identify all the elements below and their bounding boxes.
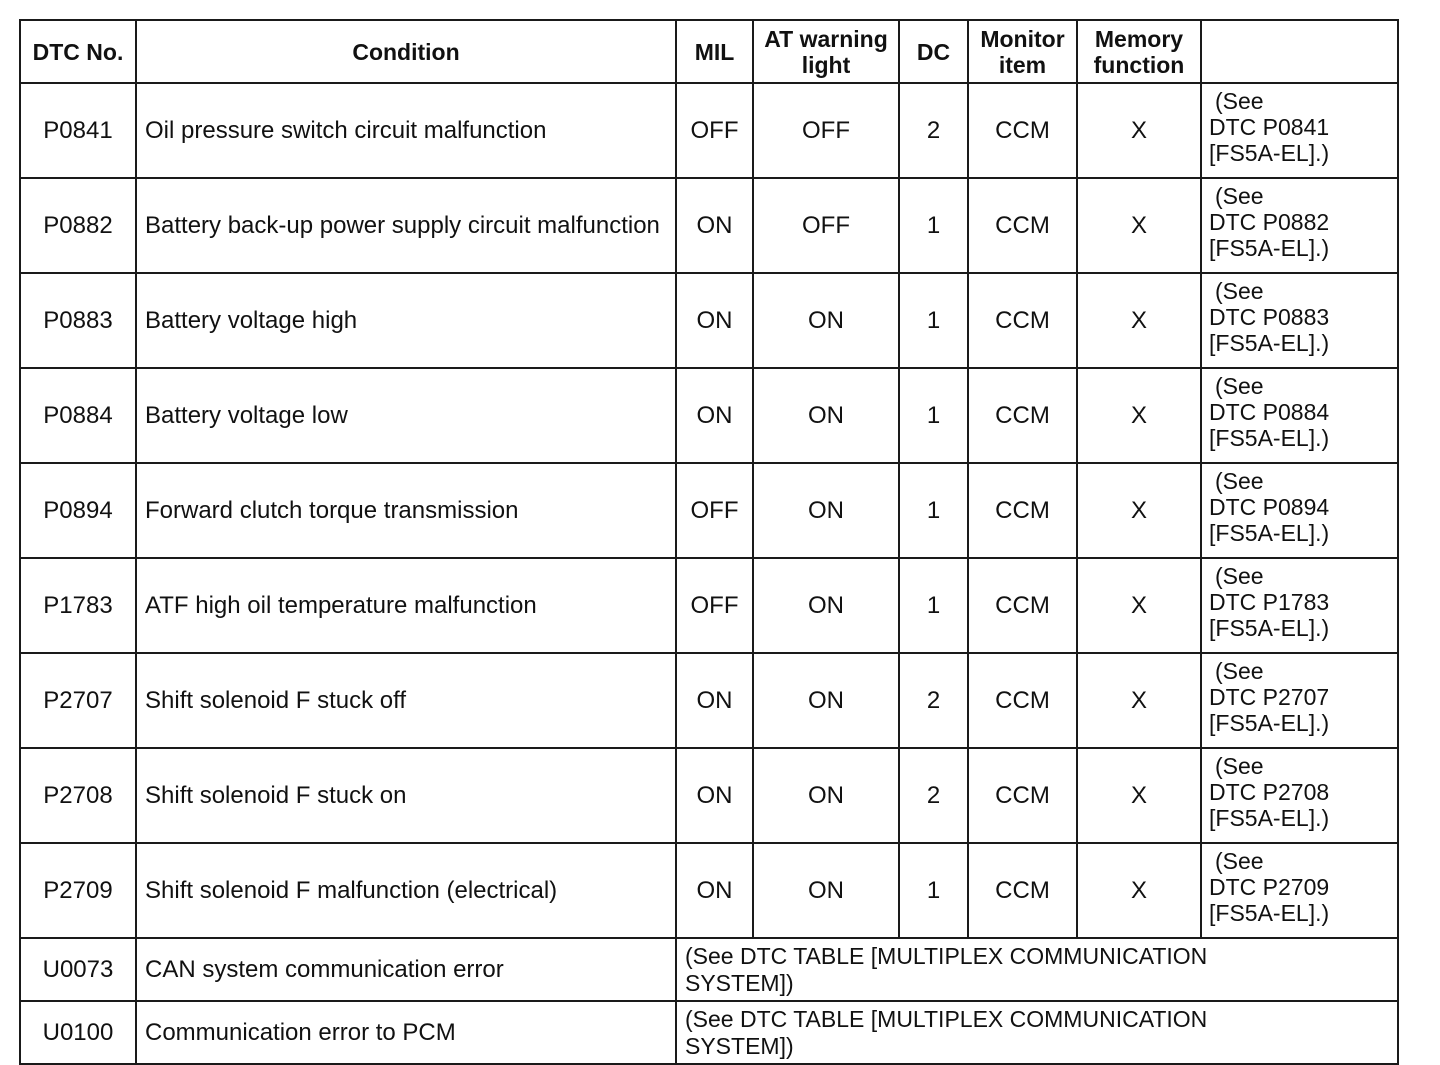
cell-at-warning: OFF	[753, 83, 899, 178]
cell-condition: Battery voltage low	[136, 368, 676, 463]
dtc-table	[19, 19, 1399, 1065]
ref-line-1: (See	[1215, 88, 1264, 114]
cell-mil: ON	[676, 748, 753, 843]
header-dc: DC	[899, 20, 968, 83]
cell-at-warning: ON	[753, 273, 899, 368]
ref-line-3: [FS5A-EL].)	[1209, 330, 1330, 356]
ref-line-2: DTC P0841	[1209, 114, 1330, 140]
cell-mil: ON	[676, 843, 753, 938]
table-row	[20, 368, 1398, 463]
ref-line-3: [FS5A-EL].)	[1209, 900, 1330, 926]
header-dtc-no: DTC No.	[20, 20, 136, 83]
ref-line-1: (See	[1215, 468, 1264, 494]
cell-at-warning: ON	[753, 653, 899, 748]
table-row	[20, 1001, 1398, 1064]
cell-dtc: P2707	[20, 653, 136, 748]
cell-dtc: P0882	[20, 178, 136, 273]
table-row	[20, 83, 1398, 178]
cell-at-warning: ON	[753, 558, 899, 653]
span-ref-line-1: (See DTC TABLE [MULTIPLEX COMMUNICATION	[685, 942, 1208, 969]
cell-at-warning: ON	[753, 463, 899, 558]
cell-dc: 1	[899, 368, 968, 463]
cell-reference	[1201, 463, 1398, 558]
cell-memory: X	[1077, 463, 1201, 558]
cell-mil: OFF	[676, 83, 753, 178]
cell-dtc: P2709	[20, 843, 136, 938]
cell-at-warning: OFF	[753, 178, 899, 273]
cell-dtc: P0841	[20, 83, 136, 178]
ref-line-2: DTC P0883	[1209, 304, 1330, 330]
ref-line-3: [FS5A-EL].)	[1209, 710, 1330, 736]
cell-condition: Forward clutch torque transmission	[136, 463, 676, 558]
cell-monitor: CCM	[968, 748, 1077, 843]
cell-dtc: P2708	[20, 748, 136, 843]
cell-mil: OFF	[676, 463, 753, 558]
cell-dtc: U0100	[20, 1001, 136, 1064]
ref-line-3: [FS5A-EL].)	[1209, 425, 1330, 451]
cell-memory: X	[1077, 653, 1201, 748]
header-row	[20, 20, 1398, 83]
ref-line-2: DTC P0882	[1209, 209, 1330, 235]
table-row	[20, 273, 1398, 368]
cell-reference	[1201, 748, 1398, 843]
table-row	[20, 653, 1398, 748]
ref-line-2: DTC P1783	[1209, 589, 1330, 615]
header-condition: Condition	[136, 20, 676, 83]
header-at-warning-line2: light	[801, 51, 851, 78]
cell-mil: OFF	[676, 558, 753, 653]
cell-reference	[1201, 83, 1398, 178]
ref-line-3: [FS5A-EL].)	[1209, 235, 1330, 261]
ref-line-1: (See	[1215, 278, 1264, 304]
cell-dc: 1	[899, 273, 968, 368]
span-ref-line-2: SYSTEM])	[685, 1032, 794, 1059]
cell-memory: X	[1077, 273, 1201, 368]
cell-reference-span	[676, 1001, 1398, 1064]
cell-dc: 2	[899, 83, 968, 178]
cell-dc: 2	[899, 748, 968, 843]
cell-monitor: CCM	[968, 273, 1077, 368]
cell-monitor: CCM	[968, 178, 1077, 273]
cell-at-warning: ON	[753, 843, 899, 938]
header-monitor-line1: Monitor	[980, 25, 1065, 52]
cell-reference-span	[676, 938, 1398, 1001]
table-row	[20, 463, 1398, 558]
cell-memory: X	[1077, 748, 1201, 843]
header-memory-function	[1077, 20, 1201, 83]
cell-dtc: P1783	[20, 558, 136, 653]
header-mil: MIL	[676, 20, 753, 83]
cell-monitor: CCM	[968, 558, 1077, 653]
table-row	[20, 938, 1398, 1001]
cell-monitor: CCM	[968, 83, 1077, 178]
ref-line-1: (See	[1215, 848, 1264, 874]
ref-line-1: (See	[1215, 183, 1264, 209]
ref-line-2: DTC P2707	[1209, 684, 1330, 710]
cell-dtc: P0884	[20, 368, 136, 463]
cell-condition: Shift solenoid F stuck on	[136, 748, 676, 843]
table-row	[20, 748, 1398, 843]
cell-reference	[1201, 368, 1398, 463]
span-ref-line-1: (See DTC TABLE [MULTIPLEX COMMUNICATION	[685, 1005, 1208, 1032]
cell-condition: Oil pressure switch circuit malfunction	[136, 83, 676, 178]
ref-line-2: DTC P2709	[1209, 874, 1330, 900]
cell-reference	[1201, 273, 1398, 368]
cell-memory: X	[1077, 558, 1201, 653]
cell-mil: ON	[676, 653, 753, 748]
cell-dc: 1	[899, 843, 968, 938]
table-row	[20, 178, 1398, 273]
cell-condition: ATF high oil temperature malfunction	[136, 558, 676, 653]
cell-condition: Battery voltage high	[136, 273, 676, 368]
header-monitor-line2: item	[998, 51, 1047, 78]
ref-line-1: (See	[1215, 373, 1264, 399]
cell-dc: 2	[899, 653, 968, 748]
header-memory-line2: function	[1093, 51, 1185, 78]
cell-condition: Communication error to PCM	[136, 1001, 676, 1064]
cell-at-warning: ON	[753, 368, 899, 463]
cell-reference	[1201, 558, 1398, 653]
cell-memory: X	[1077, 368, 1201, 463]
header-monitor-item	[968, 20, 1077, 83]
cell-memory: X	[1077, 83, 1201, 178]
table-row	[20, 843, 1398, 938]
header-at-warning-light	[753, 20, 899, 83]
ref-line-1: (See	[1215, 563, 1264, 589]
header-at-warning-line1: AT warning	[764, 25, 888, 52]
cell-condition: Shift solenoid F malfunction (electrical)	[136, 843, 676, 938]
cell-mil: ON	[676, 368, 753, 463]
ref-line-1: (See	[1215, 753, 1264, 779]
cell-memory: X	[1077, 178, 1201, 273]
cell-dc: 1	[899, 558, 968, 653]
table-row	[20, 558, 1398, 653]
ref-line-2: DTC P2708	[1209, 779, 1330, 805]
cell-condition: Shift solenoid F stuck off	[136, 653, 676, 748]
cell-mil: ON	[676, 178, 753, 273]
ref-line-1: (See	[1215, 658, 1264, 684]
ref-line-2: DTC P0884	[1209, 399, 1330, 425]
cell-dtc: P0894	[20, 463, 136, 558]
cell-monitor: CCM	[968, 653, 1077, 748]
header-reference	[1201, 20, 1398, 83]
ref-line-2: DTC P0894	[1209, 494, 1330, 520]
cell-dtc: U0073	[20, 938, 136, 1001]
cell-at-warning: ON	[753, 748, 899, 843]
cell-mil: ON	[676, 273, 753, 368]
cell-dtc: P0883	[20, 273, 136, 368]
ref-line-3: [FS5A-EL].)	[1209, 140, 1330, 166]
ref-line-3: [FS5A-EL].)	[1209, 615, 1330, 641]
cell-monitor: CCM	[968, 843, 1077, 938]
cell-monitor: CCM	[968, 463, 1077, 558]
cell-reference	[1201, 178, 1398, 273]
cell-monitor: CCM	[968, 368, 1077, 463]
header-memory-line1: Memory	[1094, 25, 1184, 52]
cell-dc: 1	[899, 463, 968, 558]
span-ref-line-2: SYSTEM])	[685, 969, 794, 996]
ref-line-3: [FS5A-EL].)	[1209, 805, 1330, 831]
cell-dc: 1	[899, 178, 968, 273]
cell-condition: Battery back-up power supply circuit malfunction	[136, 178, 676, 273]
cell-reference	[1201, 843, 1398, 938]
ref-line-3: [FS5A-EL].)	[1209, 520, 1330, 546]
cell-memory: X	[1077, 843, 1201, 938]
cell-condition: CAN system communication error	[136, 938, 676, 1001]
cell-reference	[1201, 653, 1398, 748]
